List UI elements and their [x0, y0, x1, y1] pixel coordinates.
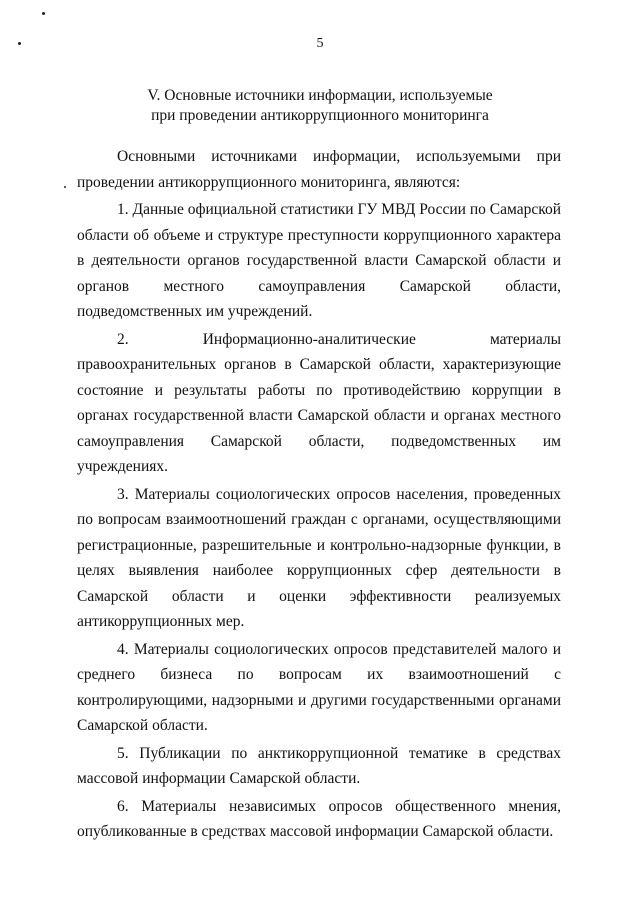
- scan-speck: [42, 12, 45, 15]
- paragraph-item-2: 2. Информационно-аналитические материалы правоохранительных органов в Самарской области, характеризующие состояние и результаты работы по противодействию коррупции в органах государственной власти Самарской области и органах местного самоуправления Самарской области, подведомственных им учреждениях.: [77, 330, 561, 475]
- paragraph-intro: Основными источниками информации, используемыми при проведении антикоррупционного мониторинга, являются:: [77, 148, 561, 191]
- paragraph-item-4: 4. Материалы социологических опросов представителей малого и среднего бизнеса по вопросам их взаимоотношений с контролирующими, надзорными и другими государственными органами Самарской области.: [77, 640, 561, 734]
- scan-speck: [64, 186, 66, 188]
- paragraph-item-5: 5. Публикации по анктикоррупционной тематике в средствах массовой информации Самарской области.: [77, 744, 561, 787]
- paragraph-item-6: 6. Материалы независимых опросов общественного мнения, опубликованные в средствах массовой информации Самарской области.: [77, 797, 561, 840]
- body-text: [77, 144, 561, 845]
- section-title-line-2: при проведении антикоррупционного мониторинга: [151, 107, 489, 124]
- page-number: 5: [316, 36, 324, 51]
- paragraph-item-3: 3. Материалы социологических опросов населения, проведенных по вопросам взаимоотношений граждан с органами, осуществляющими регистрационные, разрешительные и контрольно-надзорные функции, в целях выявления наиболее коррупционных сфер деятельности в Самарской области и оценки эффективности реализуемых антикоррупционных мер.: [77, 485, 561, 630]
- section-title: [60, 86, 580, 126]
- paragraph-item-1: 1. Данные официальной статистики ГУ МВД России по Самарской области об объеме и структуре преступности коррупционного характера в деятельности органов государственной власти Самарской области и органов местного самоуправления Самарской области, подведомственных им учреждений.: [77, 201, 561, 320]
- section-title-line-1: V. Основные источники информации, используемые: [147, 87, 493, 104]
